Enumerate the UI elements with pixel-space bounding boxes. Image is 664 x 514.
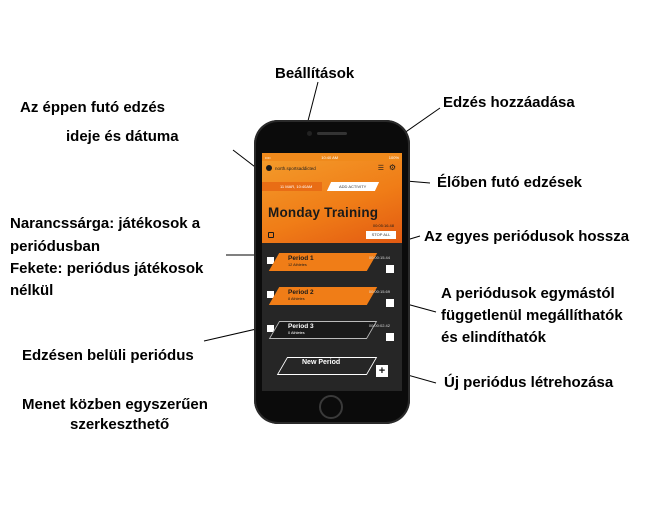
phone-mockup [254, 120, 410, 424]
period-name: Period 2 [288, 289, 314, 296]
period-athletes: 8 Athletes [288, 297, 305, 301]
period-bar [269, 287, 377, 305]
label-live-trainings: Élőben futó edzések [437, 174, 583, 191]
period-row[interactable] [262, 249, 402, 279]
label-running-time-2: ideje és dátuma [66, 128, 179, 145]
training-datetime: 11 MAR, 10:40AM [262, 182, 322, 191]
period-bar [269, 253, 377, 271]
add-activity-button[interactable] [327, 182, 379, 191]
label-orange-1: Narancssárga: játékosok a [10, 215, 201, 232]
status-time: 10:40 AM [321, 154, 339, 160]
label-orange-2: periódusban [10, 238, 101, 255]
period-stop-icon[interactable] [386, 265, 394, 273]
new-period-label: New Period [302, 359, 341, 366]
app-screen [262, 153, 402, 391]
period-row[interactable] [262, 317, 402, 347]
period-athletes: 12 Athletes [288, 263, 307, 267]
label-add-training: Edzés hozzáadása [443, 94, 575, 111]
label-period-length: Az egyes periódusok hossza [424, 228, 630, 245]
stop-all-button[interactable]: STOP ALL [366, 231, 396, 239]
label-independent-2: függetlenül megállíthatók [441, 307, 623, 324]
label-new-period: Új periódus létrehozása [444, 374, 614, 391]
gear-icon[interactable]: ⚙ [388, 163, 396, 172]
period-athletes: 0 Athletes [288, 331, 305, 335]
battery-indicator: 100% [388, 154, 399, 160]
period-row[interactable] [262, 283, 402, 313]
period-duration: 00:00:02.42 [368, 323, 390, 328]
period-duration: 00:00:15.44 [368, 255, 390, 260]
camera-icon [307, 131, 312, 136]
label-independent-1: A periódusok egymástól [441, 285, 615, 302]
period-name: Period 1 [288, 255, 314, 262]
period-duration: 00:00:15.69 [368, 289, 390, 294]
label-black-1: Fekete: periódus játékosok [10, 260, 204, 277]
logo-icon [266, 165, 272, 171]
label-running-time-1: Az éppen futó edzés [20, 99, 166, 116]
status-bar [262, 153, 402, 161]
period-bar [269, 321, 377, 339]
label-easy-edit-1: Menet közben egyszerűen [22, 396, 208, 413]
live-training-card[interactable] [262, 161, 402, 243]
training-duration: 00:05:16.48 [372, 223, 394, 228]
label-in-training-period: Edzésen belüli periódus [22, 347, 194, 364]
home-button[interactable] [319, 395, 343, 419]
account-name: north.sportsaddicted [275, 165, 316, 171]
label-settings: Beállítások [275, 65, 355, 82]
label-easy-edit-2: szerkeszthető [70, 416, 170, 433]
period-name: Period 3 [288, 323, 314, 330]
top-bar [266, 163, 398, 173]
label-independent-3: és elindíthatók [441, 329, 547, 346]
period-stop-icon[interactable] [386, 299, 394, 307]
signal-indicator: •••• [265, 154, 271, 160]
menu-icon[interactable]: ☰ [377, 165, 384, 172]
edit-icon[interactable] [268, 232, 274, 238]
speaker-grille [317, 132, 347, 135]
label-black-2: nélkül [10, 282, 54, 299]
add-activity-label: ADD ACTIVITY [339, 184, 367, 189]
plus-icon[interactable]: + [376, 365, 388, 377]
training-title: Monday Training [268, 205, 379, 220]
period-stop-icon[interactable] [386, 333, 394, 341]
